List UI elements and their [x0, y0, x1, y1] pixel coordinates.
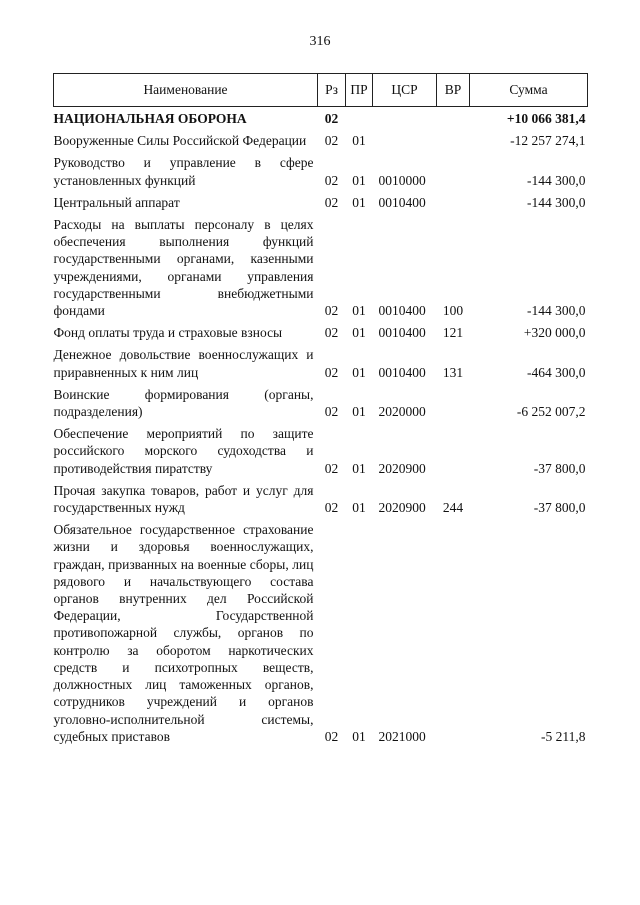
table-row	[54, 127, 588, 149]
row-csr: 2020900	[378, 460, 426, 476]
row-vr: 131	[442, 364, 464, 380]
row-pr: 01	[352, 133, 366, 149]
header-csr: ЦСР	[373, 74, 437, 107]
row-pr: 01	[352, 500, 366, 516]
row-rz: 02	[324, 728, 339, 744]
row-pr: 01	[352, 404, 366, 420]
row-rz: 02	[324, 500, 339, 516]
row-csr: 0010400	[378, 194, 426, 210]
row-vr	[437, 516, 470, 745]
row-rz: 02	[324, 111, 339, 126]
row-pr	[346, 107, 373, 128]
row-vr: 121	[442, 325, 464, 341]
row-sum: -464 300,0	[527, 364, 586, 380]
row-pr: 01	[352, 325, 366, 341]
budget-table	[53, 73, 588, 745]
row-csr	[373, 107, 437, 128]
row-csr: 2020000	[378, 404, 426, 420]
table-row	[54, 516, 588, 745]
row-vr	[437, 189, 470, 211]
row-csr	[373, 127, 437, 149]
row-rz: 02	[324, 364, 339, 380]
row-sum: -37 800,0	[533, 500, 586, 516]
row-name: НАЦИОНАЛЬНАЯ ОБОРОНА	[53, 111, 247, 126]
row-sum: -144 300,0	[527, 194, 586, 210]
row-csr: 2021000	[378, 728, 426, 744]
row-vr	[437, 420, 470, 477]
row-rz: 02	[324, 303, 339, 319]
header-name: Наименование	[54, 74, 318, 107]
row-vr	[437, 381, 470, 420]
table-header-row	[54, 74, 588, 107]
row-name: Центральный аппарат	[53, 194, 180, 210]
row-name: Обязательное государственное страхование жизни и здоровья военнослужащих, граждан, призванных на военные сборы, лиц рядового и начальствующего состава органов внутренних дел Российской Федерации, Государственной противопожарной службы, органов по контролю за оборотом наркотических средств и психотропных веществ, должностных лиц таможенных органов, сотрудников учреждений и органов уголовно-исполнительной системы, судебных приставов	[53, 522, 314, 744]
row-sum: +10 066 381,4	[506, 111, 586, 126]
row-rz: 02	[324, 133, 339, 149]
row-pr: 01	[352, 194, 366, 210]
table-row	[54, 189, 588, 211]
table-row	[54, 107, 588, 128]
row-pr: 01	[352, 728, 366, 744]
row-vr	[437, 107, 470, 128]
table-row	[54, 341, 588, 380]
row-sum: -37 800,0	[533, 460, 586, 476]
row-name: Воинские формирования (органы, подразделения)	[53, 386, 314, 420]
row-name: Вооруженные Силы Российской Федерации	[53, 133, 307, 149]
row-rz: 02	[324, 460, 339, 476]
row-name: Денежное довольствие военнослужащих и приравненных к ним лиц	[53, 347, 314, 380]
row-pr: 01	[352, 303, 366, 319]
row-sum: -144 300,0	[527, 172, 586, 188]
row-name: Обеспечение мероприятий по защите российского морского судоходства и противодействия пиратству	[53, 426, 314, 476]
table-row	[54, 211, 588, 319]
header-rz: Рз	[318, 74, 346, 107]
row-vr	[437, 127, 470, 149]
row-vr	[437, 149, 470, 188]
row-name: Прочая закупка товаров, работ и услуг для государственных нужд	[53, 482, 314, 516]
header-pr: ПР	[346, 74, 373, 107]
row-rz: 02	[324, 172, 339, 188]
row-name: Расходы на выплаты персоналу в целях обеспечения выполнения функций государственными органами, казенными учреждениями, органами управления государственными внебюджетными фондами	[53, 217, 314, 319]
row-rz: 02	[324, 325, 339, 341]
row-name: Руководство и управление в сфере установленных функций	[53, 155, 314, 188]
table-row	[54, 149, 588, 188]
row-vr: 244	[442, 500, 464, 516]
row-csr: 0010400	[378, 364, 426, 380]
table-row	[54, 477, 588, 516]
header-vr: ВР	[437, 74, 470, 107]
row-sum: -5 211,8	[541, 728, 586, 744]
table-row	[54, 319, 588, 341]
row-csr: 0010400	[378, 303, 426, 319]
row-sum: -6 252 007,2	[516, 404, 586, 420]
row-rz: 02	[324, 404, 339, 420]
row-pr: 01	[352, 172, 366, 188]
row-name: Фонд оплаты труда и страховые взносы	[53, 325, 283, 341]
page-number: 316	[309, 34, 331, 49]
row-csr: 0010400	[378, 325, 426, 341]
row-csr: 2020900	[378, 500, 426, 516]
row-csr: 0010000	[378, 172, 426, 188]
row-pr: 01	[352, 364, 366, 380]
row-sum: +320 000,0	[523, 325, 586, 341]
row-rz: 02	[324, 194, 339, 210]
table-row	[54, 420, 588, 477]
row-pr: 01	[352, 460, 366, 476]
row-sum: -144 300,0	[527, 303, 586, 319]
header-sum: Сумма	[470, 74, 588, 107]
row-vr: 100	[442, 303, 464, 319]
row-sum: -12 257 274,1	[510, 133, 586, 149]
table-row	[54, 381, 588, 420]
